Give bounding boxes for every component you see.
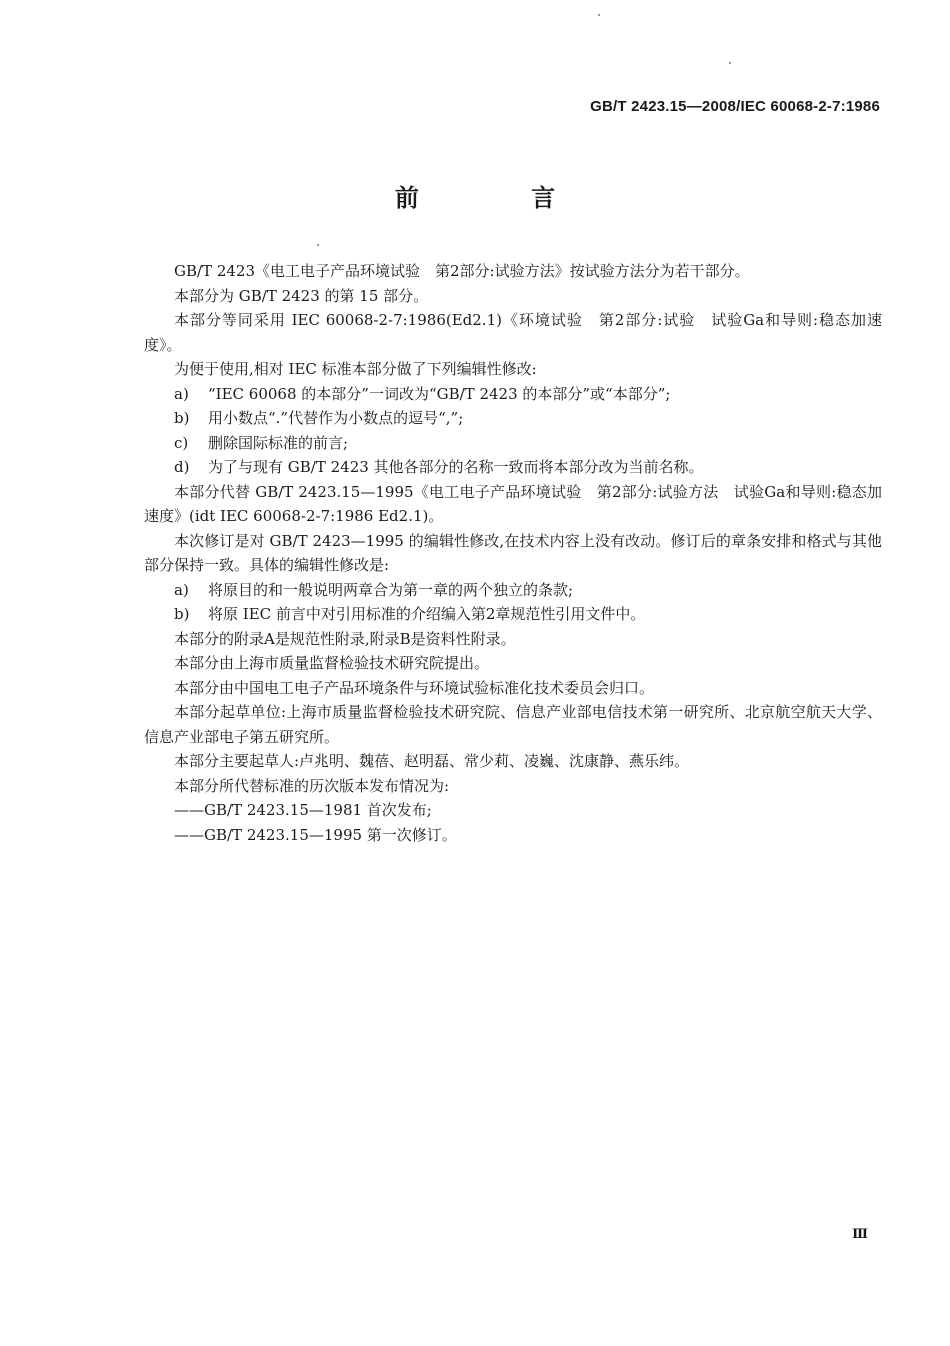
list-item (144, 382, 882, 407)
list-marker: b) (174, 409, 190, 427)
page-number: Ⅲ (852, 1227, 868, 1242)
list-item-text: 将原 IEC 前言中对引用标准的介绍编入第2章规范性引用文件中。 (208, 605, 646, 623)
paragraph: 本部分主要起草人:卢兆明、魏蓓、赵明磊、常少莉、凌巍、沈康静、燕乐纬。 (174, 752, 690, 770)
paragraph: 本部分由上海市质量监督检验技术研究院提出。 (174, 654, 490, 672)
list-item-text: 删除国际标准的前言; (208, 433, 349, 452)
list-marker: a) (174, 384, 189, 403)
list-item (144, 406, 882, 431)
paragraph: 本部分所代替标准的历次版本发布情况为: (174, 776, 450, 795)
paragraph: 本部分起草单位:上海市质量监督检验技术研究院、信息产业部电信技术第一研究所、北京航空航天大学、信息产业部电子第五研究所。 (144, 703, 882, 746)
document-body (144, 259, 882, 847)
list-item-text: “IEC 60068 的本部分”一词改为“GB/T 2423 的本部分”或“本部分”; (208, 384, 671, 403)
history-item: ——GB/T 2423.15—1995 第一次修订。 (174, 825, 457, 844)
list-item (144, 431, 882, 456)
list-marker: c) (174, 433, 189, 452)
standard-code: GB/T 2423.15—2008/IEC 60068-2-7:1986 (590, 98, 880, 115)
list-marker: a) (174, 580, 189, 599)
scan-speck (598, 14, 600, 16)
list-item (144, 578, 882, 603)
list-item-text: 将原目的和一般说明两章合为第一章的两个独立的条款; (208, 580, 574, 599)
scan-speck (317, 244, 319, 246)
paragraph: GB/T 2423《电工电子产品环境试验 第2部分:试验方法》按试验方法分为若干部分。 (174, 262, 750, 280)
list-marker: b) (174, 605, 190, 623)
paragraph: 本次修订是对 GB/T 2423—1995 的编辑性修改,在技术内容上没有改动。修订后的章条安排和格式与其他部分保持一致。具体的编辑性修改是: (144, 531, 882, 574)
paragraph: 本部分为 GB/T 2423 的第 15 部分。 (174, 286, 429, 305)
scan-speck (729, 62, 731, 64)
paragraph: 为便于使用,相对 IEC 标准本部分做了下列编辑性修改: (174, 360, 537, 378)
page-title: 前 言 (394, 184, 608, 212)
paragraph: 本部分等同采用 IEC 60068-2-7:1986(Ed2.1)《环境试验 第2部分:试验 试验Ga和导则:稳态加速度》。 (144, 311, 882, 354)
paragraph: 本部分的附录A是规范性附录,附录B是资料性附录。 (174, 629, 516, 648)
paragraph: 本部分代替 GB/T 2423.15—1995《电工电子产品环境试验 第2部分:试验方法 试验Ga和导则:稳态加速度》(idt IEC 60068-2-7:1986 Ed2.1)。 (144, 482, 882, 525)
list-item-text: 用小数点“.”代替作为小数点的逗号“,”; (208, 409, 464, 427)
list-marker: d) (174, 458, 190, 476)
list-item-text: 为了与现有 GB/T 2423 其他各部分的名称一致而将本部分改为当前名称。 (208, 458, 704, 476)
paragraph: 本部分由中国电工电子产品环境条件与环境试验标准化技术委员会归口。 (174, 678, 655, 697)
list-item (144, 455, 882, 480)
list-item (144, 602, 882, 627)
history-item: ——GB/T 2423.15—1981 首次发布; (174, 801, 432, 819)
